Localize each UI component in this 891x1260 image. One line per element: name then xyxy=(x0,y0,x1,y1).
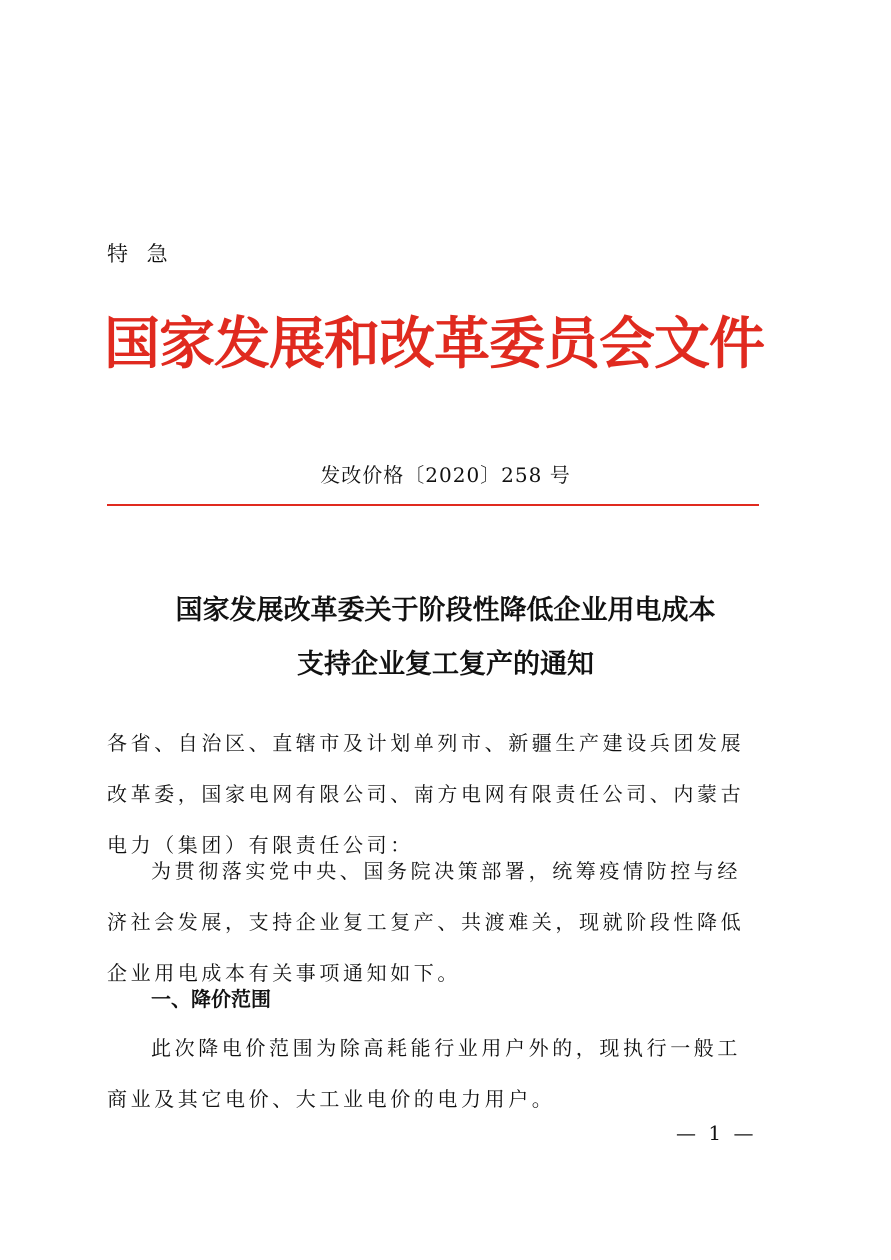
urgency-label: 特 急 xyxy=(107,242,174,266)
issuer-masthead: 国家发展和改革委员会文件 xyxy=(104,311,764,377)
document-number: 发改价格〔2020〕258 号 xyxy=(320,463,571,487)
section-paragraph: 此次降电价范围为除高耗能行业用户外的，现执行一般工商业及其它电价、大工业电价的电力用户。 xyxy=(107,1036,741,1111)
page-number: — 1 — xyxy=(676,1121,757,1145)
section-heading: 一、降价范围 xyxy=(151,987,271,1011)
intro-paragraph: 为贯彻落实党中央、国务院决策部署，统筹疫情防控与经济社会发展，支持企业复工复产、共渡难关，现就阶段性降低企业用电成本有关事项通知如下。 xyxy=(107,859,745,985)
document-title-line1: 国家发展改革委关于阶段性降低企业用电成本 xyxy=(175,595,716,626)
salutation-paragraph: 各省、自治区、直辖市及计划单列市、新疆生产建设兵团发展改革委，国家电网有限公司、南方电网有限责任公司、内蒙古电力（集团）有限责任公司： xyxy=(107,731,745,857)
document-title-line2: 支持企业复工复产的通知 xyxy=(297,649,594,680)
red-divider-line xyxy=(107,504,759,506)
